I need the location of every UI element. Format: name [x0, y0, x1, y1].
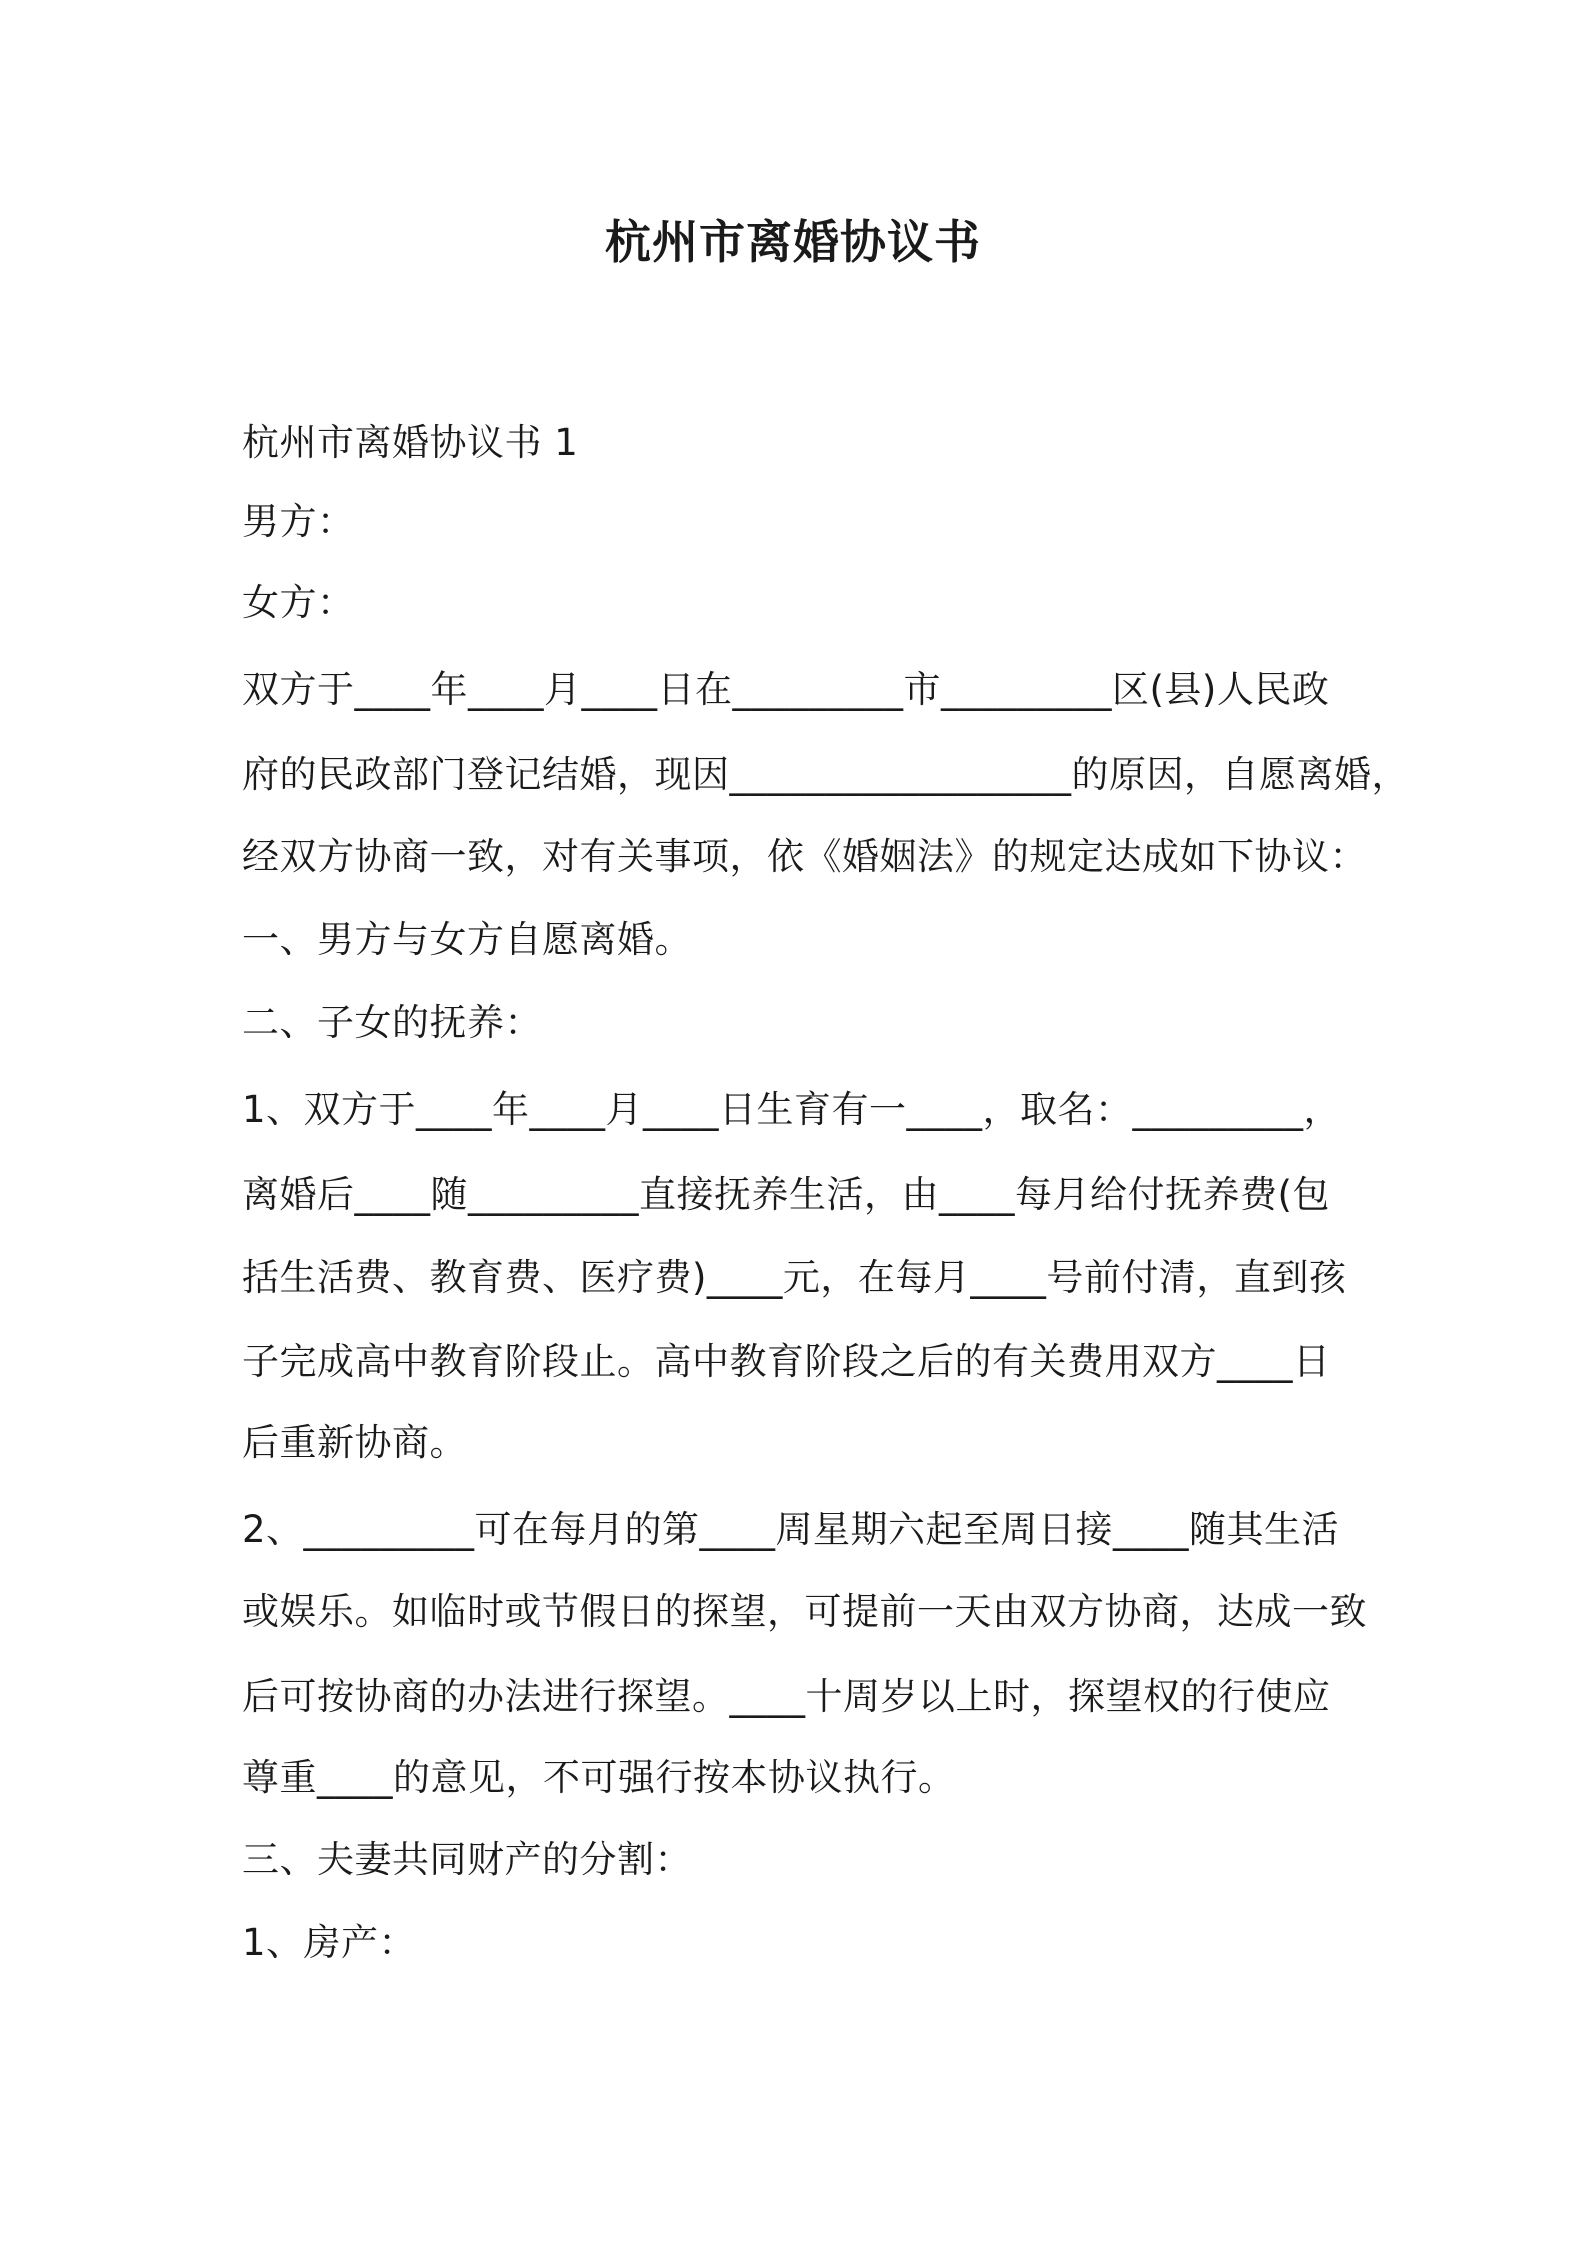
paragraph-line: 后重新协商。 [242, 1421, 467, 1464]
clause-heading: 二、子女的抚养： [242, 1001, 542, 1044]
paragraph-line: 2、_________可在每月的第____周星期六起至周日接____随其生活 [242, 1508, 1340, 1551]
paragraph-line: 离婚后____随_________直接抚养生活，由____每月给付抚养费(包 [242, 1173, 1330, 1216]
paragraph-line: 经双方协商一致，对有关事项，依《婚姻法》的规定达成如下协议： [242, 835, 1367, 878]
document-title: 杭州市离婚协议书 [605, 215, 981, 269]
paragraph-line: 或娱乐。如临时或节假日的探望，可提前一天由双方协商，达成一致 [242, 1590, 1367, 1633]
paragraph-line: 子完成高中教育阶段止。高中教育阶段之后的有关费用双方____日 [242, 1340, 1331, 1383]
party-male-line: 男方： [242, 500, 355, 543]
paragraph-line: 1、双方于____年____月____日生育有一____，取名：_________， [242, 1088, 1342, 1131]
clause-line: 一、男方与女方自愿离婚。 [242, 918, 692, 961]
paragraph-line: 后可按协商的办法进行探望。____十周岁以上时，探望权的行使应 [242, 1675, 1331, 1718]
paragraph-line: 尊重____的意见，不可强行按本协议执行。 [242, 1756, 956, 1799]
sub-clause-line: 1、房产： [242, 1921, 417, 1964]
party-female-line: 女方： [242, 581, 355, 624]
section-heading: 杭州市离婚协议书 1 [242, 421, 579, 464]
paragraph-line: 双方于____年____月____日在_________市_________区(县)人民政 [242, 668, 1330, 711]
paragraph-line: 府的民政部门登记结婚，现因__________________的原因，自愿离婚， [242, 753, 1409, 796]
paragraph-line: 括生活费、教育费、医疗费)____元，在每月____号前付清，直到孩 [242, 1256, 1347, 1299]
clause-heading: 三、夫妻共同财产的分割： [242, 1838, 692, 1881]
